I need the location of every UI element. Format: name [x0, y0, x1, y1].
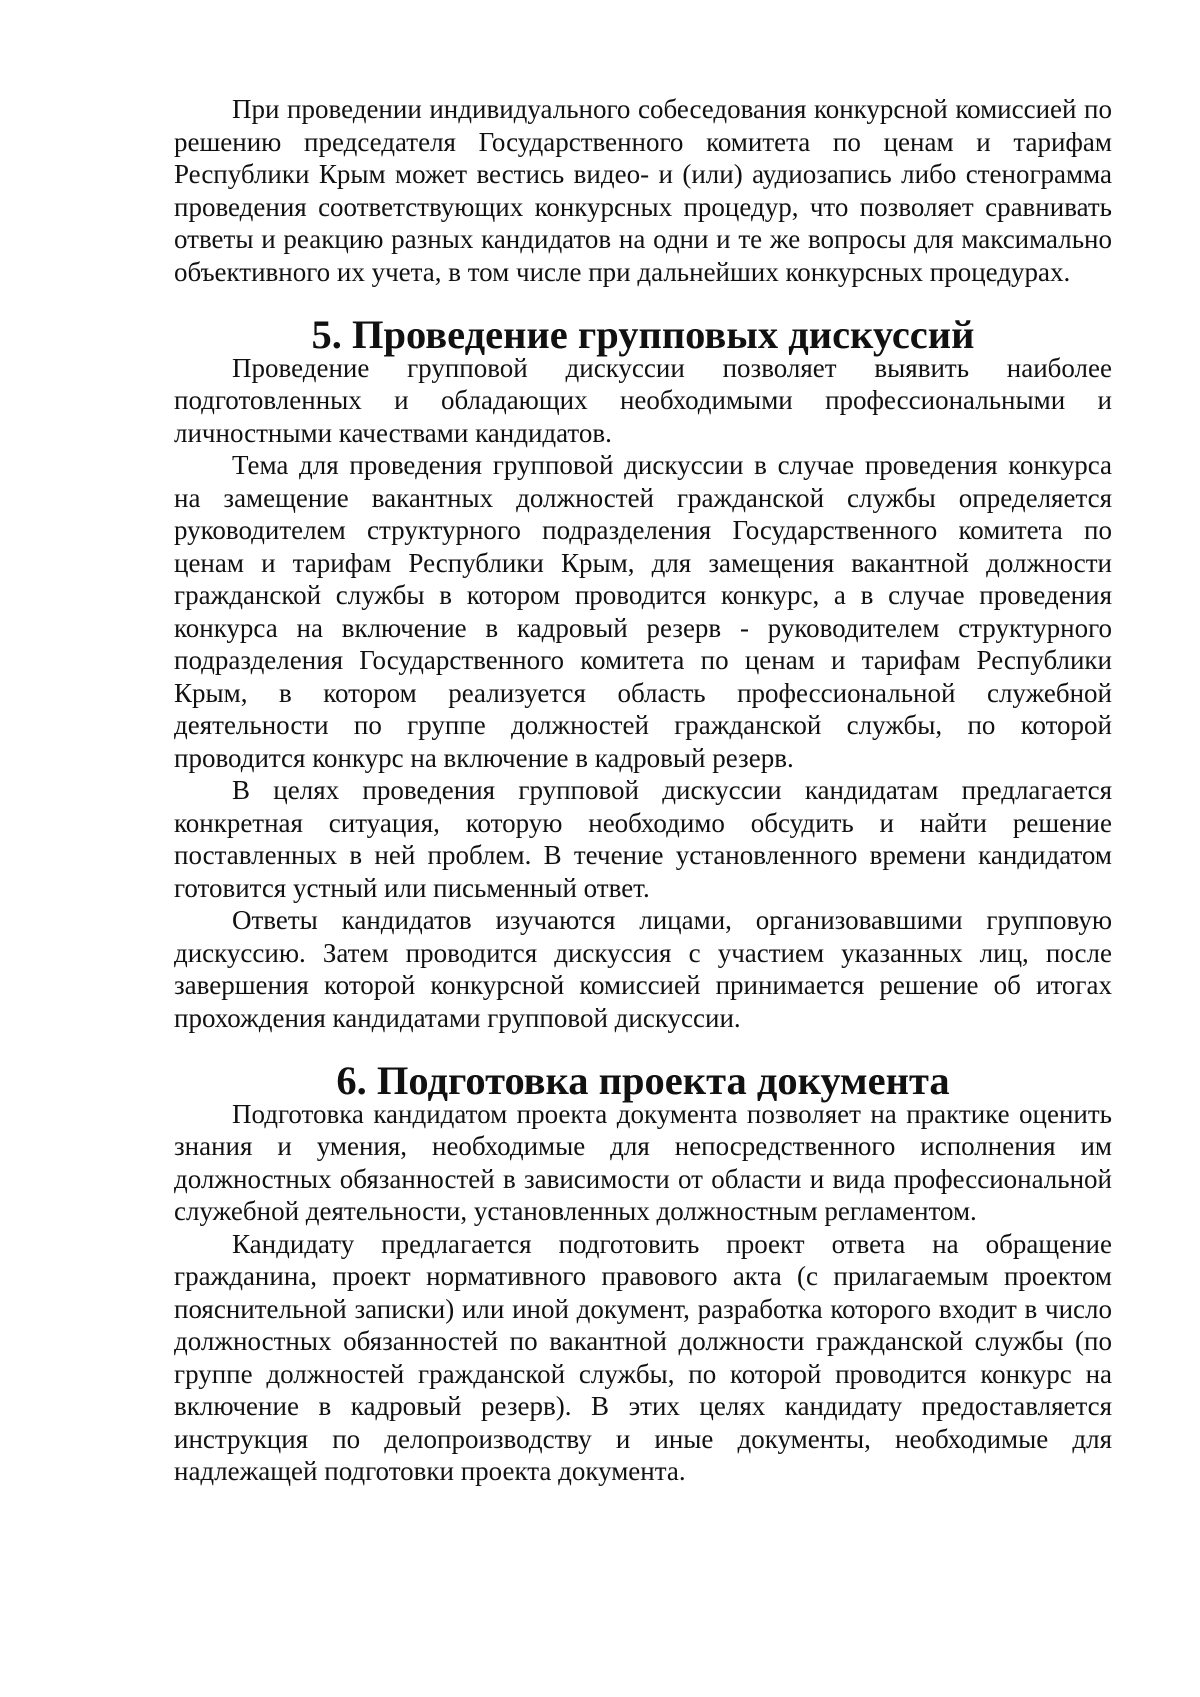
section-6-paragraph-1: Подготовка кандидатом проекта документа позволяет на практике оценить знания и умения, необходимые для непосредственного исполнения им должностных обязанностей в зависимости от области и вида профессиональной служебной деятельности, установленных должностным регламентом.	[174, 1098, 1112, 1226]
section-5-paragraph-2: Тема для проведения групповой дискуссии в случае проведения конкурса на замещение вакантных должностей гражданской службы определяется руководителем структурного подразделения Государственного комитета по ценам и тарифам Республики Крым, для замещения вакантной должности гражданской службы в котором проводится конкурс, а в случае проведения конкурса на включение в кадровый резерв - руководителем структурного подразделения Государственного комитета по ценам и тарифам Республики Крым, в котором реализуется область профессиональной служебной деятельности по группе должностей гражданской службы, по которой проводится конкурс на включение в кадровый резерв.	[174, 450, 1112, 773]
document-page	[174, 93, 1112, 1488]
section-6-title: 6. Подготовка проекта документа	[336, 1058, 950, 1103]
section-5-paragraph-3: В целях проведения групповой дискуссии кандидатам предлагается конкретная ситуация, которую необходимо обсудить и найти решение поставленных в ней проблем. В течение установленного времени кандидатом готовится устный или письменный ответ.	[174, 775, 1112, 903]
section-5-title: 5. Проведение групповых дискуссий	[311, 312, 975, 357]
section-5-paragraph-1: Проведение групповой дискуссии позволяет выявить наиболее подготовленных и обладающих необходимыми профессиональными и личностными качествами кандидатов.	[174, 352, 1112, 448]
section-5-paragraph-4: Ответы кандидатов изучаются лицами, организовавшими групповую дискуссию. Затем проводится дискуссия с участием указанных лиц, после завершения которой конкурсной комиссией принимается решение об итогах прохождения кандидатами групповой дискуссии.	[174, 905, 1112, 1033]
section-6-paragraph-2: Кандидату предлагается подготовить проект ответа на обращение гражданина, проект нормативного правового акта (с прилагаемым проектом пояснительной записки) или иной документ, разработка которого входит в число должностных обязанностей по вакантной должности гражданской службы (по группе должностей гражданской службы, по которой проводится конкурс на включение в кадровый резерв). В этих целях кандидату предоставляется инструкция по делопроизводству и иные документы, необходимые для надлежащей подготовки проекта документа.	[174, 1228, 1112, 1486]
intro-paragraph: При проведении индивидуального собеседования конкурсной комиссией по решению председателя Государственного комитета по ценам и тарифам Республики Крым может вестись видео- и (или) аудиозапись либо стенограмма проведения соответствующих конкурсных процедур, что позволяет сравнивать ответы и реакцию разных кандидатов на одни и те же вопросы для максимально объективного их учета, в том числе при дальнейших конкурсных процедурах.	[174, 94, 1112, 287]
